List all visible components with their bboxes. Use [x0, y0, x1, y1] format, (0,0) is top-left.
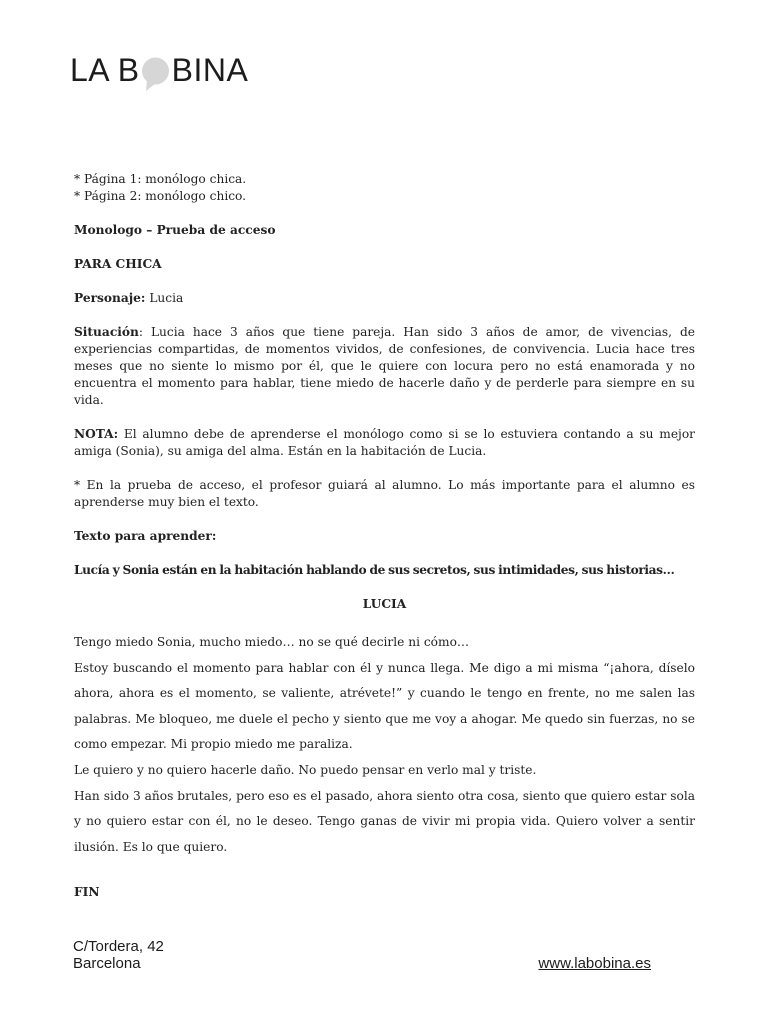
situacion-label: Situación [74, 325, 139, 339]
personaje-value: Lucia [149, 291, 184, 305]
monologue-paragraph: Han sido 3 años brutales, pero eso es el pasado, ahora siento otra cosa, siento que quiero estar sola y no quiero estar con él, no le deseo. Tengo ganas de vivir mi propia vida. Quiero volver a sentir ilusión. Es lo que quiero. [74, 788, 695, 854]
page-footer [73, 938, 651, 972]
personaje-line [74, 290, 695, 307]
intro-line-1: * Página 1: monólogo chica. [74, 172, 247, 186]
footer-address-line-2: Barcelona [73, 955, 141, 972]
monologue-paragraph: Estoy buscando el momento para hablar con él y nunca llega. Me digo a mi misma “¡ahora, díselo ahora, ahora es el momento, se valiente, atrévete!” y cuando le tengo en frente, no me salen las palabras. Me bloqueo, me duele el pecho y siento que me voy a ahogar. Me quedo sin fuerzas, no se como empezar. Mi propio miedo me paraliza. [74, 660, 695, 752]
texto-heading-line [74, 528, 695, 545]
document-body [74, 171, 695, 901]
texto-heading: Texto para aprender: [74, 529, 217, 543]
website-link[interactable]: www.labobina.es [538, 955, 651, 972]
scene-line [74, 562, 695, 579]
footer-address-line-1: C/Tordera, 42 [73, 938, 164, 955]
access-note: * En la prueba de acceso, el profesor guiará al alumno. Lo más importante para el alumno es aprenderse muy bien el texto. [74, 478, 695, 509]
brand-logo [70, 50, 248, 90]
logo-text-end: BINA [171, 52, 249, 88]
speech-bubble-icon [141, 55, 171, 85]
monologue-paragraph: Le quiero y no quiero hacerle daño. No puedo pensar en verlo mal y triste. [74, 762, 537, 777]
nota-label: NOTA: [74, 427, 119, 441]
monologue-text [74, 630, 695, 860]
monologue-paragraph: Tengo miedo Sonia, mucho miedo… no se qué decirle ni cómo… [74, 635, 470, 649]
nota-paragraph [74, 426, 695, 460]
fin-line [74, 884, 695, 901]
situacion-paragraph [74, 324, 695, 409]
section-subheading [74, 256, 695, 273]
personaje-label: Personaje: [74, 291, 146, 305]
character-name: LUCIA [362, 597, 407, 611]
heading-monologo: Monologo – Prueba de acceso [74, 223, 276, 237]
scene-description: Lucía y Sonia están en la habitación hablando de sus secretos, sus intimidades, sus historias… [74, 563, 675, 577]
nota-text: El alumno debe de aprenderse el monólogo como si se lo estuviera contando a su mejor amiga (Sonia), su amiga del alma. Están en la habitación de Lucia. [74, 427, 695, 458]
intro-line-2: * Página 2: monólogo chico. [74, 189, 247, 203]
logo-text-start: LA B [70, 52, 140, 88]
fin-label: FIN [74, 885, 100, 900]
section-heading [74, 222, 695, 239]
character-line [74, 596, 695, 613]
heading-para-chica: PARA CHICA [74, 257, 162, 271]
situacion-text: : Lucia hace 3 años que tiene pareja. Han sido 3 años de amor, de vivencias, de experiencias compartidas, de momentos vividos, de confesiones, de convivencia. Lucia hace tres meses que no siente lo mismo por él, que le quiere con locura pero no está enamorada y no encuentra el momento para hablar, tiene miedo de hacerle daño y de perderle para siempre en su vida. [74, 325, 695, 407]
